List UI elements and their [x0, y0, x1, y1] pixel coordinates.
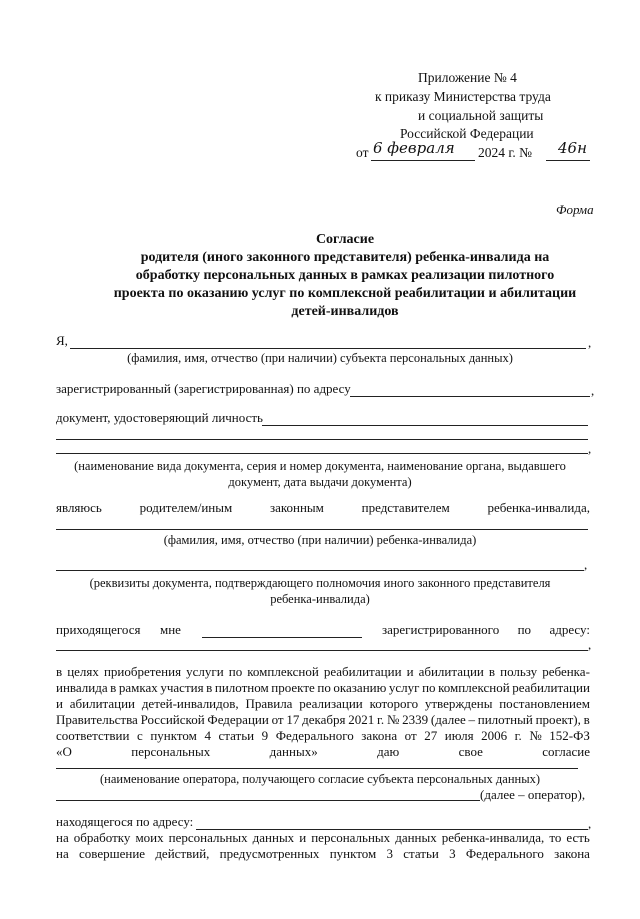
- word: свое: [458, 744, 483, 759]
- word: декабря: [302, 712, 346, 727]
- appendix-number: Приложение № 4: [418, 70, 517, 85]
- form-label: Форма: [556, 202, 594, 217]
- document-label: документ, удостоверяющий личность: [56, 410, 263, 425]
- word: комплексной: [438, 680, 510, 695]
- word: 3: [449, 846, 456, 861]
- word: совершение: [78, 846, 146, 861]
- word: обработку: [73, 830, 131, 845]
- word: и: [299, 830, 307, 845]
- word: с: [137, 728, 143, 743]
- prihod-word-2: мне: [160, 622, 181, 637]
- word: на: [56, 846, 69, 861]
- word: –: [468, 712, 475, 727]
- word: пилотном: [214, 680, 269, 695]
- word: персональных: [131, 744, 211, 759]
- fio-comma: ,: [588, 335, 592, 350]
- word: соответствии: [56, 728, 130, 743]
- operator-caption: (наименование оператора, получающего согласие субъекта персональных данных): [99, 772, 541, 786]
- document-caption-2: документ, дата выдачи документа): [228, 475, 412, 489]
- final-line-1: [56, 830, 590, 846]
- fio-caption: (фамилия, имя, отчество (при наличии) субъекта персональных данных): [127, 351, 513, 365]
- word: 27: [424, 728, 438, 743]
- word: по: [422, 680, 436, 695]
- para-line-3: [56, 696, 590, 712]
- word: закона: [554, 846, 590, 861]
- word: и: [406, 664, 414, 679]
- child-address-comma: ,: [588, 637, 592, 652]
- word: статьи: [218, 728, 255, 743]
- representative-line: [56, 500, 590, 516]
- document-line-3: [56, 453, 588, 454]
- word: от: [271, 712, 284, 727]
- word: родителем/иным: [139, 500, 233, 515]
- document-caption-1: (наименование вида документа, серия и номер документа, наименование органа, выдавшего: [74, 459, 566, 473]
- word: г.: [377, 712, 385, 727]
- word: Правила: [245, 696, 293, 711]
- word: 4: [204, 728, 211, 743]
- word: 2006: [481, 728, 508, 743]
- word: Российской: [140, 712, 205, 727]
- title-line-5: детей-инвалидов: [291, 304, 399, 319]
- date-year: 2024 г. №: [478, 145, 533, 160]
- federation-line: Российской Федерации: [400, 126, 534, 141]
- title-line-1: Согласие: [315, 232, 375, 247]
- word: в: [110, 680, 117, 695]
- address-line: [350, 396, 590, 397]
- word: абилитации: [69, 696, 136, 711]
- document-line-2: [56, 439, 588, 440]
- para-line-5: [56, 728, 590, 744]
- word: 3: [386, 846, 393, 861]
- word: Федерального: [275, 728, 354, 743]
- located-label: находящегося по адресу:: [56, 814, 194, 829]
- word: в: [56, 664, 63, 679]
- word: 2339: [402, 712, 429, 727]
- word: в: [583, 712, 590, 727]
- relation-line: [202, 637, 362, 638]
- operator-line-2: [56, 800, 480, 801]
- registered-label: зарегистрированный (зарегистрированная) по адресу: [56, 381, 351, 396]
- word: проект),: [535, 712, 581, 727]
- word: 152-ФЗ: [549, 728, 590, 743]
- word: законным: [269, 500, 324, 515]
- para-line-2: [56, 680, 590, 696]
- word: Федерального: [465, 846, 544, 861]
- handwritten-number: 46н: [558, 139, 587, 157]
- ya-label: Я,: [56, 333, 68, 348]
- number-underline: [546, 160, 590, 161]
- word: то: [549, 830, 562, 845]
- word: утверждены: [424, 696, 493, 711]
- word: пользу: [500, 664, 538, 679]
- handwritten-date: 6 февраля: [373, 139, 455, 157]
- word: адресу:: [549, 622, 590, 637]
- word: 2021: [348, 712, 375, 727]
- operator-line: [56, 768, 578, 769]
- word: приобретения: [103, 664, 182, 679]
- word: 17: [286, 712, 300, 727]
- word: реабилитации: [512, 680, 590, 695]
- word: г.: [514, 728, 522, 743]
- word: которого: [369, 696, 419, 711]
- word: персональных: [311, 830, 391, 845]
- address-comma: ,: [591, 383, 595, 398]
- prihod-word-1: приходящегося: [56, 622, 141, 637]
- word: ребенка-инвалида,: [487, 500, 590, 515]
- word: ребенка-инвалида,: [441, 830, 545, 845]
- ministry-line: и социальной защиты: [418, 108, 544, 123]
- para-line-1: [56, 664, 590, 680]
- word: июля: [444, 728, 474, 743]
- word: на: [56, 830, 69, 845]
- requisites-caption-1: (реквизиты документа, подтверждающего полномочия иного законного представителя: [89, 576, 551, 590]
- para-line-6: [56, 744, 590, 760]
- prihod-right: [382, 622, 590, 638]
- word: оказанию: [333, 680, 387, 695]
- title-line-2: родителя (иного законного представителя) ребенка-инвалида на: [140, 250, 550, 265]
- word: пунктом: [150, 728, 197, 743]
- word: согласие: [542, 744, 590, 759]
- word: по: [228, 664, 243, 679]
- word: есть: [566, 830, 590, 845]
- word: 9: [261, 728, 269, 743]
- para-line-4: [56, 712, 590, 728]
- title-line-3: обработку персональных данных в рамках реализации пилотного: [135, 268, 555, 283]
- word: проекте: [271, 680, 315, 695]
- word: статьи: [403, 846, 439, 861]
- word: Федерации: [207, 712, 269, 727]
- word: комплексной: [247, 664, 319, 679]
- word: (далее: [430, 712, 466, 727]
- final-line-2: [56, 846, 590, 862]
- operator-suffix: (далее – оператор),: [480, 787, 586, 802]
- order-reference: к приказу Министерства труда: [375, 89, 551, 104]
- word: услуг: [388, 680, 420, 695]
- document-line-1: [262, 425, 588, 426]
- child-address-line: [56, 650, 588, 651]
- word: услуги: [186, 664, 224, 679]
- word: инвалида: [56, 680, 108, 695]
- date-prefix: от: [356, 145, 369, 160]
- word: №: [529, 728, 542, 743]
- word: данных»: [269, 744, 318, 759]
- document-comma: ,: [588, 441, 592, 456]
- located-comma: ,: [588, 816, 592, 831]
- word: детей-инвалидов,: [141, 696, 239, 711]
- word: даю: [377, 744, 400, 759]
- word: №: [386, 712, 400, 727]
- word: и: [56, 696, 63, 711]
- word: рамках: [118, 680, 158, 695]
- word: по: [317, 680, 331, 695]
- word: реабилитации: [323, 664, 402, 679]
- word: от: [404, 728, 417, 743]
- child-caption: (фамилия, имя, отчество (при наличии) ребенка-инвалида): [163, 533, 477, 547]
- title-line-4: проекта по оказанию услуг по комплексной реабилитации и абилитации: [113, 286, 577, 301]
- word: закона: [361, 728, 398, 743]
- requisites-comma: ,: [584, 557, 588, 572]
- word: действий,: [155, 846, 210, 861]
- word: пилотный: [477, 712, 533, 727]
- word: предусмотренных: [219, 846, 320, 861]
- word: абилитации: [418, 664, 484, 679]
- word: пунктом: [329, 846, 377, 861]
- child-line: [56, 529, 588, 530]
- word: зарегистрированного: [382, 622, 500, 637]
- word: данных: [395, 830, 437, 845]
- requisites-line: [56, 570, 584, 571]
- word: представителем: [361, 500, 450, 515]
- fio-line: [70, 348, 586, 349]
- date-underline: [371, 160, 475, 161]
- word: являюсь: [56, 500, 102, 515]
- word: ребенка-: [542, 664, 590, 679]
- word: участия: [160, 680, 204, 695]
- word: целях: [67, 664, 99, 679]
- requisites-caption-2: ребенка-инвалида): [270, 592, 370, 606]
- word: постановлением: [499, 696, 590, 711]
- word: в: [488, 664, 496, 679]
- word: персональных: [168, 830, 248, 845]
- word: по: [517, 622, 532, 637]
- word: данных: [252, 830, 295, 845]
- word: в: [206, 680, 213, 695]
- word: реализации: [299, 696, 363, 711]
- word: «О: [56, 744, 72, 759]
- word: моих: [135, 830, 164, 845]
- word: Правительства: [56, 712, 138, 727]
